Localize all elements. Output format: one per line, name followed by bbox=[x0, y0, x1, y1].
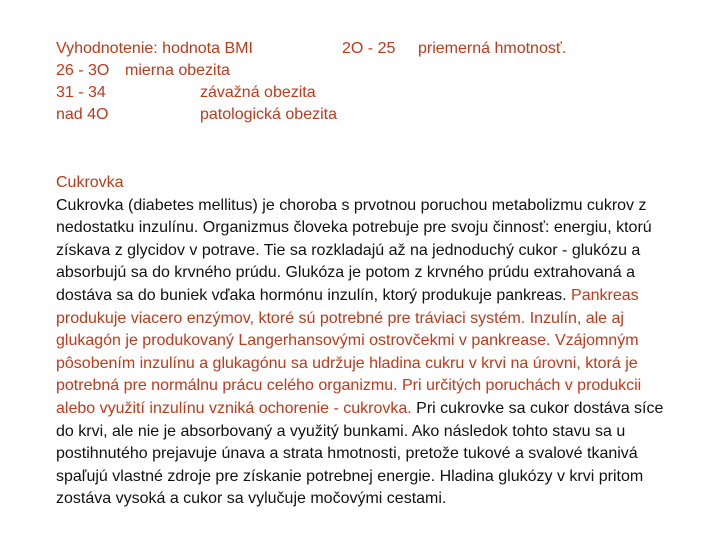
bmi-label: Vyhodnotenie: hodnota BMI bbox=[56, 40, 253, 57]
article-title: Cukrovka bbox=[56, 174, 124, 191]
bmi-description: priemerná hmotnosť. bbox=[418, 40, 567, 57]
bmi-range: 26 - 3O bbox=[56, 62, 110, 79]
article-highlight: Pankreas produkuje viacero enzýmov, ktoré sú potrebné pre tráviaci systém. Inzulín, ale aj glukagón je produkovaný Langerhansovými ostrovčekmi v pankrease. Vzájomným pôsobením inzulínu a glukagónu sa udržuje hladina cukru v krvi na úrovni, ktorá je potrebná pre normálnu prácu celého organizmu. Pri určitých poruchách v produkcii alebo využití inzulínu vzniká ochorenie - cukrovka. bbox=[56, 286, 642, 417]
bmi-description: patologická obezita bbox=[200, 106, 337, 123]
article-body bbox=[56, 195, 666, 511]
bmi-range: 31 - 34 bbox=[56, 84, 106, 101]
article-conclusion: Pri cukrovke sa cukor dostáva síce do krvi, ale nie je absorbovaný a využitý bunkami. Ako následok tohto stavu sa u postihnutého prejavuje únava a strata hmotnosti, pretože tukové a svalové tkanivá spaľujú vlastné zdroje pre získanie potrebnej energie. Hladina glukózy v krvi pritom zostáva vysoká a cukor sa vylučuje močovými cestami. bbox=[56, 399, 664, 508]
bmi-description: závažná obezita bbox=[200, 84, 316, 101]
bmi-range: 2O - 25 bbox=[342, 40, 396, 57]
bmi-description: mierna obezita bbox=[125, 62, 230, 79]
bmi-range: nad 4O bbox=[56, 106, 109, 123]
article-intro: Cukrovka (diabetes mellitus) je choroba s prvotnou poruchou metabolizmu cukrov z nedostatku inzulínu. Organizmus človeka potrebuje pre svoju činnosť: energiu, ktorú získava z glycidov v potrave. Tie sa rozkladajú až na jednoduchý cukor - glukózu a absorbujú sa do krvného prúdu. Glukóza je potom z krvného prúdu extrahovaná a dostáva sa do buniek vďaka hormónu inzulín, ktorý produkuje pankreas. bbox=[56, 196, 652, 304]
diabetes-article bbox=[56, 172, 666, 511]
